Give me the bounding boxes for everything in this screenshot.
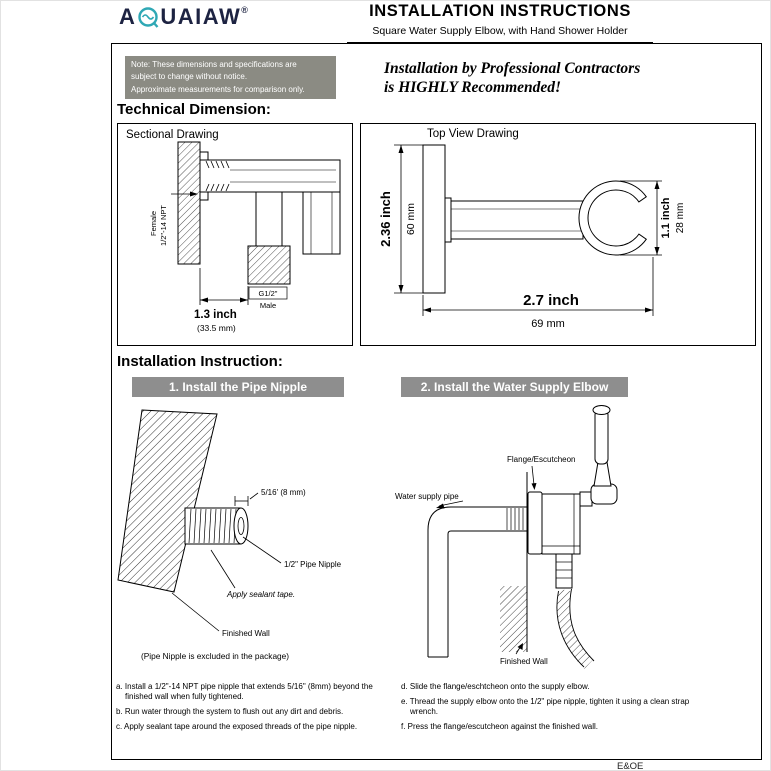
page-title: INSTALLATION INSTRUCTIONS bbox=[369, 2, 631, 20]
pipe-thread-ticks bbox=[507, 508, 523, 530]
page-subtitle: Square Water Supply Elbow, with Hand Shower Holder bbox=[372, 25, 628, 37]
instruction-d: d. Slide the flange/eschtcheon onto the supply elbow. bbox=[401, 682, 590, 691]
dim-width-mm: (33.5 mm) bbox=[197, 323, 236, 333]
wall-leader bbox=[172, 593, 219, 631]
instruction-b: b. Run water through the system to flush out any dirt and debris. bbox=[116, 707, 344, 716]
registered-mark: ® bbox=[241, 5, 248, 15]
sealant-label: Apply sealant tape. bbox=[227, 590, 296, 599]
sectional-drawing-title: Sectional Drawing bbox=[126, 129, 219, 141]
handshower-cone bbox=[594, 462, 611, 486]
finished-wall-label: Finished Wall bbox=[222, 629, 270, 638]
step2-header: 2. Install the Water Supply Elbow bbox=[401, 377, 628, 397]
hose-nut bbox=[556, 554, 572, 588]
installation-instruction-heading: Installation Instruction: bbox=[117, 353, 283, 370]
dim-width-inch: 1.3 inch bbox=[194, 309, 237, 321]
g-thread-label: G1/2" bbox=[258, 289, 278, 298]
brand-letter-a: A bbox=[119, 4, 137, 29]
instruction-f: f. Press the flange/escutcheon against the finished wall. bbox=[401, 722, 599, 731]
holder-ring bbox=[579, 181, 646, 255]
arm-hub bbox=[445, 198, 451, 242]
step1-header: 1. Install the Pipe Nipple bbox=[132, 377, 344, 397]
sectional-drawing bbox=[118, 124, 352, 345]
title-block bbox=[347, 2, 653, 44]
instruction-e: e. Thread the supply elbow onto the 1/2" pipe nipple, tighten it using a clean strap wrench. bbox=[401, 697, 690, 716]
flange-label: Flange/Escutcheon bbox=[507, 455, 576, 464]
dim-height-inch: 2.36 inch bbox=[378, 191, 393, 247]
supply-elbow-figure bbox=[393, 400, 762, 680]
wall-section bbox=[118, 410, 217, 592]
step1-instructions bbox=[116, 682, 386, 737]
brand-letters: UAIAW bbox=[160, 4, 242, 29]
note-line: Note: These dimensions and specifications are bbox=[131, 60, 297, 69]
note-line: Approximate measurements for comparison only. bbox=[131, 84, 305, 94]
pipe-nipple bbox=[185, 508, 248, 544]
brand-logo bbox=[119, 4, 248, 30]
pipe-nipple-figure bbox=[115, 400, 392, 667]
elbow-leg bbox=[303, 192, 340, 254]
handshower-head bbox=[593, 406, 610, 415]
top-view-panel bbox=[360, 123, 756, 346]
holder-bracket bbox=[580, 492, 592, 506]
elbow-arm bbox=[200, 160, 340, 192]
protrusion-label: 5/16' (8 mm) bbox=[261, 488, 306, 497]
nipple-label: 1/2" Pipe Nipple bbox=[284, 560, 342, 569]
wall-section bbox=[178, 142, 200, 264]
npt-label: 1/2"-14 NPT bbox=[159, 204, 168, 246]
errors-omissions-note: E&OE bbox=[617, 761, 644, 771]
width-dimension bbox=[200, 268, 248, 305]
professional-recommendation: Installation by Professional Contractors is HIGHLY Recommended! bbox=[384, 60, 641, 96]
outlet-male-thread bbox=[248, 246, 290, 284]
flange-plate bbox=[423, 145, 445, 293]
dim-holder-mm: 28 mm bbox=[675, 202, 686, 234]
sealant-leader bbox=[211, 550, 235, 588]
flange bbox=[528, 492, 542, 554]
hose bbox=[563, 590, 589, 664]
dim-height-mm: 60 mm bbox=[405, 202, 417, 236]
top-view-title: Top View Drawing bbox=[427, 128, 519, 140]
instruction-a: a. Install a 1/2"-14 NPT pipe nipple that extends 5/16" (8mm) beyond the finished wall when fully tightened. bbox=[116, 682, 373, 701]
brand-q-wave-icon bbox=[137, 6, 159, 29]
dim-width-mm: 69 mm bbox=[531, 318, 565, 330]
finished-wall-label: Finished Wall bbox=[500, 657, 548, 666]
dim-holder-inch: 1.1 inch bbox=[660, 197, 672, 239]
flange-leader bbox=[532, 466, 534, 485]
female-label: Female bbox=[149, 210, 158, 236]
sectional-drawing-panel bbox=[117, 123, 353, 346]
note-line: subject to change without notice. bbox=[131, 72, 248, 82]
protrusion-dimension bbox=[235, 493, 258, 506]
holder-cup bbox=[591, 484, 617, 504]
disclaimer-note bbox=[125, 56, 336, 99]
supply-pipe-label: Water supply pipe bbox=[395, 492, 459, 501]
nipple-leader bbox=[243, 537, 281, 563]
technical-dimension-heading: Technical Dimension: bbox=[117, 101, 271, 118]
holder-arm bbox=[451, 201, 583, 239]
male-label: Male bbox=[259, 301, 277, 310]
excluded-note: (Pipe Nipple is excluded in the package) bbox=[141, 651, 290, 661]
instruction-c: c. Apply sealant tape around the exposed threads of the pipe nipple. bbox=[116, 722, 358, 731]
top-view-drawing bbox=[361, 124, 755, 345]
wall-hatch bbox=[500, 586, 527, 652]
dim-width-inch: 2.7 inch bbox=[523, 292, 579, 309]
main-frame bbox=[111, 43, 762, 760]
handshower-handle bbox=[595, 410, 608, 464]
outlet-neck bbox=[256, 192, 282, 246]
step2-instructions bbox=[401, 682, 701, 737]
